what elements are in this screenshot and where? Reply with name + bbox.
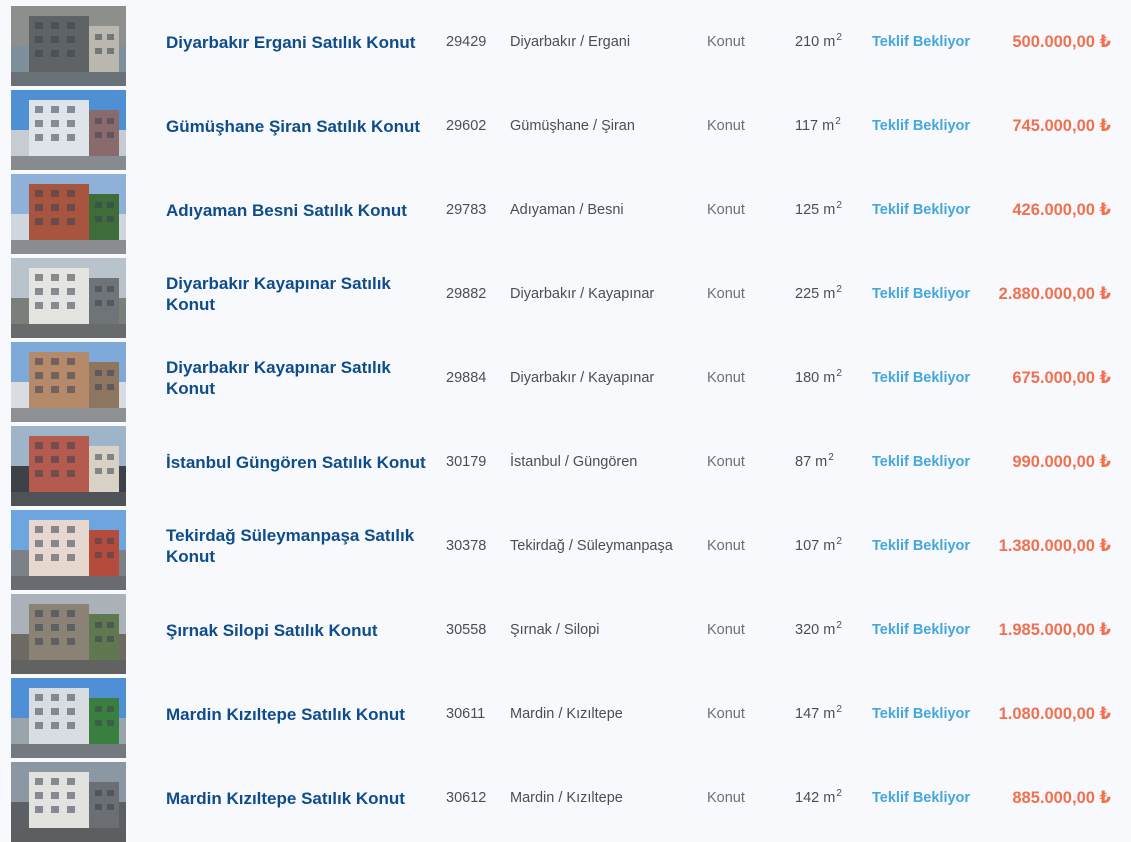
status-badge: Teklif Bekliyor — [872, 538, 971, 554]
table-row[interactable] — [0, 504, 1131, 588]
listing-thumbnail[interactable] — [11, 342, 126, 422]
listing-location: Mardin / Kızıltepe — [510, 790, 623, 806]
table-row[interactable] — [0, 588, 1131, 672]
status-badge: Teklif Bekliyor — [872, 622, 971, 638]
listing-location: Gümüşhane / Şiran — [510, 118, 635, 134]
listing-id: 29882 — [446, 286, 487, 302]
listing-location: Diyarbakır / Ergani — [510, 34, 631, 50]
building-photo — [11, 426, 126, 506]
listing-id: 29783 — [446, 202, 487, 218]
building-photo — [11, 258, 126, 338]
listing-id: 30558 — [446, 622, 487, 638]
area-exponent: 2 — [836, 31, 842, 43]
listing-price: 1.380.000,00 ₺ — [998, 537, 1111, 555]
listing-thumbnail[interactable] — [11, 594, 126, 674]
building-photo — [11, 342, 126, 422]
listing-type: Konut — [707, 706, 745, 722]
listing-title-link[interactable]: Diyarbakır Kayapınar Satılık Konut — [166, 274, 391, 314]
listing-area — [795, 252, 842, 336]
listing-id: 30612 — [446, 790, 487, 806]
listing-price: 500.000,00 ₺ — [1012, 33, 1111, 51]
table-row[interactable] — [0, 756, 1131, 840]
area-exponent: 2 — [836, 283, 842, 295]
listing-type: Konut — [707, 286, 745, 302]
area-unit: m — [815, 454, 828, 470]
building-photo — [11, 762, 126, 842]
listing-title-link[interactable]: Gümüşhane Şiran Satılık Konut — [166, 116, 421, 136]
area-unit: m — [823, 286, 836, 302]
listing-title-link[interactable]: İstanbul Güngören Satılık Konut — [166, 452, 426, 472]
area-unit: m — [823, 202, 836, 218]
area-exponent: 2 — [836, 787, 842, 799]
building-photo — [11, 594, 126, 674]
building-photo — [11, 6, 126, 86]
listing-thumbnail[interactable] — [11, 762, 126, 842]
listing-area — [795, 168, 842, 252]
listing-thumbnail[interactable] — [11, 510, 126, 590]
status-badge: Teklif Bekliyor — [872, 202, 971, 218]
area-value: 117 — [795, 118, 819, 134]
listing-price: 2.880.000,00 ₺ — [998, 285, 1111, 303]
listing-area — [795, 504, 842, 588]
listing-area — [795, 672, 842, 756]
listing-price: 745.000,00 ₺ — [1012, 117, 1111, 135]
listing-type: Konut — [707, 34, 745, 50]
listing-type: Konut — [707, 202, 745, 218]
area-value: 180 — [795, 370, 820, 386]
area-unit: m — [823, 370, 836, 386]
building-photo — [11, 174, 126, 254]
area-value: 320 — [795, 622, 820, 638]
listing-type: Konut — [707, 454, 745, 470]
area-exponent: 2 — [836, 199, 842, 211]
listing-id: 30611 — [446, 706, 486, 722]
status-badge: Teklif Bekliyor — [872, 286, 971, 302]
status-badge: Teklif Bekliyor — [872, 454, 971, 470]
table-row[interactable] — [0, 336, 1131, 420]
area-exponent: 2 — [836, 535, 842, 547]
table-row[interactable] — [0, 672, 1131, 756]
area-exponent: 2 — [836, 703, 842, 715]
listing-area — [795, 84, 841, 168]
listing-location: Mardin / Kızıltepe — [510, 706, 623, 722]
listing-area — [795, 756, 842, 840]
listing-area — [795, 420, 834, 504]
area-value: 107 — [795, 538, 820, 554]
listing-location: Adıyaman / Besni — [510, 202, 624, 218]
listing-thumbnail[interactable] — [11, 678, 126, 758]
table-row[interactable] — [0, 84, 1131, 168]
area-unit: m — [823, 34, 836, 50]
status-badge: Teklif Bekliyor — [872, 34, 971, 50]
listing-location: Şırnak / Silopi — [510, 622, 600, 638]
listing-type: Konut — [707, 538, 745, 554]
listing-id: 30179 — [446, 454, 487, 470]
area-value: 147 — [795, 706, 820, 722]
listing-location: İstanbul / Güngören — [510, 454, 638, 470]
area-exponent: 2 — [836, 367, 842, 379]
listing-title-link[interactable]: Diyarbakır Ergani Satılık Konut — [166, 32, 416, 52]
listing-id: 29602 — [446, 118, 487, 134]
listing-thumbnail[interactable] — [11, 6, 126, 86]
table-row[interactable] — [0, 420, 1131, 504]
listing-price: 990.000,00 ₺ — [1012, 453, 1111, 471]
listing-type: Konut — [707, 370, 745, 386]
listing-title-link[interactable]: Diyarbakır Kayapınar Satılık Konut — [166, 358, 391, 398]
listing-area — [795, 336, 842, 420]
listing-thumbnail[interactable] — [11, 258, 126, 338]
listing-area — [795, 588, 842, 672]
area-exponent: 2 — [836, 619, 842, 631]
listing-price: 885.000,00 ₺ — [1012, 789, 1111, 807]
listing-price: 675.000,00 ₺ — [1012, 369, 1111, 387]
listing-location: Tekirdağ / Süleymanpaşa — [510, 538, 673, 554]
area-unit: m — [823, 622, 836, 638]
table-row[interactable] — [0, 0, 1131, 84]
status-badge: Teklif Bekliyor — [872, 706, 971, 722]
area-value: 87 — [795, 454, 812, 470]
area-value: 125 — [795, 202, 820, 218]
table-row[interactable] — [0, 252, 1131, 336]
listing-thumbnail[interactable] — [11, 174, 126, 254]
building-photo — [11, 90, 126, 170]
area-unit: m — [823, 706, 836, 722]
status-badge: Teklif Bekliyor — [872, 790, 971, 806]
building-photo — [11, 510, 126, 590]
listing-type: Konut — [707, 790, 745, 806]
listing-title-link[interactable]: Mardin Kızıltepe Satılık Konut — [166, 704, 405, 724]
area-unit: m — [823, 538, 836, 554]
area-unit: m — [822, 118, 835, 134]
listing-type: Konut — [707, 118, 745, 134]
listing-title-link[interactable]: Tekirdağ Süleymanpaşa Satılık Konut — [166, 526, 415, 566]
listing-thumbnail[interactable] — [11, 90, 126, 170]
listing-price: 1.080.000,00 ₺ — [998, 705, 1111, 723]
listing-id: 29884 — [446, 370, 487, 386]
area-value: 210 — [795, 34, 820, 50]
listing-type: Konut — [707, 622, 745, 638]
area-exponent: 2 — [828, 451, 834, 463]
status-badge: Teklif Bekliyor — [872, 118, 971, 134]
area-value: 142 — [795, 790, 820, 806]
listing-title-link[interactable]: Şırnak Silopi Satılık Konut — [166, 620, 378, 640]
listing-title-link[interactable]: Adıyaman Besni Satılık Konut — [166, 200, 407, 220]
area-exponent: 2 — [835, 115, 841, 127]
listing-area — [795, 0, 842, 84]
building-photo — [11, 678, 126, 758]
area-unit: m — [823, 790, 836, 806]
status-badge: Teklif Bekliyor — [872, 370, 971, 386]
listing-location: Diyarbakır / Kayapınar — [510, 286, 655, 302]
listing-price: 1.985.000,00 ₺ — [998, 621, 1111, 639]
table-row[interactable] — [0, 168, 1131, 252]
listing-id: 29429 — [446, 34, 487, 50]
listing-thumbnail[interactable] — [11, 426, 126, 506]
listing-title-link[interactable]: Mardin Kızıltepe Satılık Konut — [166, 788, 405, 808]
listing-price: 426.000,00 ₺ — [1012, 201, 1111, 219]
listing-id: 30378 — [446, 538, 487, 554]
listing-location: Diyarbakır / Kayapınar — [510, 370, 655, 386]
area-value: 225 — [795, 286, 820, 302]
